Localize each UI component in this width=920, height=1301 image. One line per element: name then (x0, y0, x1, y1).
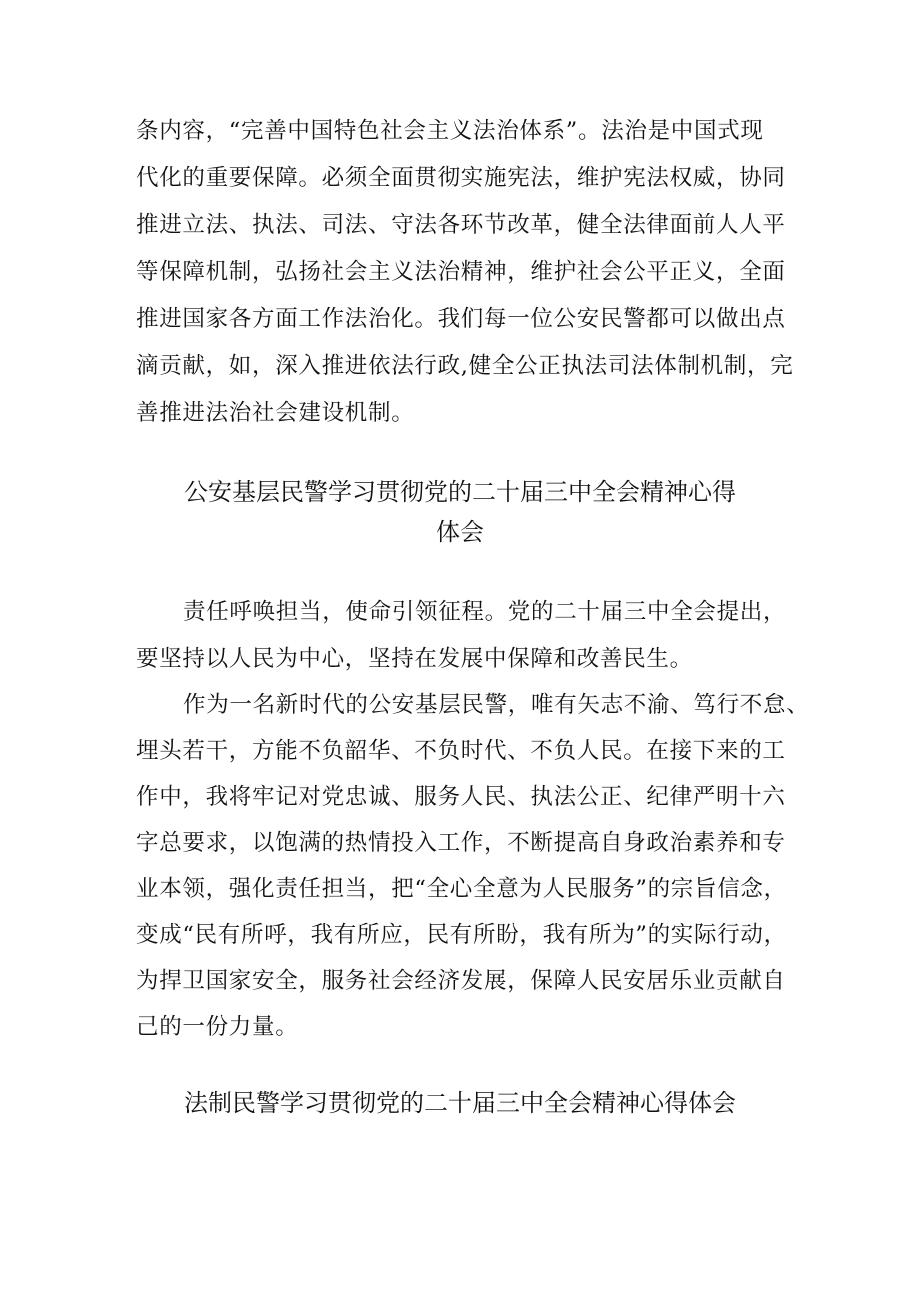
section-2-title: 公安基层民警学习贯彻党的二十届三中全会精神心得 (184, 478, 736, 506)
text-line: 埋头若干，方能不负韶华、不负时代、不负人民。在接下来的工 (136, 738, 786, 764)
text-line: 作为一名新时代的公安基层民警，唯有矢志不渝、笃行不怠、 (183, 692, 810, 718)
text-line: 推进立法、执法、司法、守法各环节改革，健全法律面前人人平 (136, 212, 786, 238)
text-line: 作中，我将牢记对党忠诚、服务人民、执法公正、纪律严明十六 (136, 784, 786, 810)
text-line: 责任呼唤担当，使命引领征程。党的二十届三中全会提出， (183, 599, 787, 625)
text-line: 推进国家各方面工作法治化。我们每一位公安民警都可以做出点 (136, 306, 786, 332)
section-3-title: 法制民警学习贯彻党的二十届三中全会精神心得体会 (184, 1089, 736, 1117)
text-line: 善推进法治社会建设机制。 (136, 400, 415, 426)
text-line: 条内容，“完善中国特色社会主义法治体系”。法治是中国式现 (136, 118, 764, 144)
text-line: 等保障机制，弘扬社会主义法治精神，维护社会公平正义，全面 (136, 259, 786, 285)
text-line: 变成“民有所呼，我有所应，民有所盼，我有所为”的实际行动， (136, 922, 787, 948)
text-line: 滴贡献，如，深入推进依法行政,健全公正执法司法体制机制，完 (136, 353, 794, 379)
text-line: 业本领，强化责任担当，把“全心全意为人民服务”的宗旨信念， (136, 876, 787, 902)
text-line: 代化的重要保障。必须全面贯彻实施宪法，维护宪法权威，协同 (136, 165, 786, 191)
text-line: 己的一份力量。 (136, 1014, 299, 1040)
section-2-title-continued: 体会 (436, 518, 484, 546)
text-line: 要坚持以人民为中心，坚持在发展中保障和改善民生。 (136, 646, 693, 672)
text-line: 为捍卫国家安全，服务社会经济发展，保障人民安居乐业贡献自 (136, 968, 786, 994)
text-line: 字总要求，以饱满的热情投入工作，不断提高自身政治素养和专 (136, 830, 786, 856)
